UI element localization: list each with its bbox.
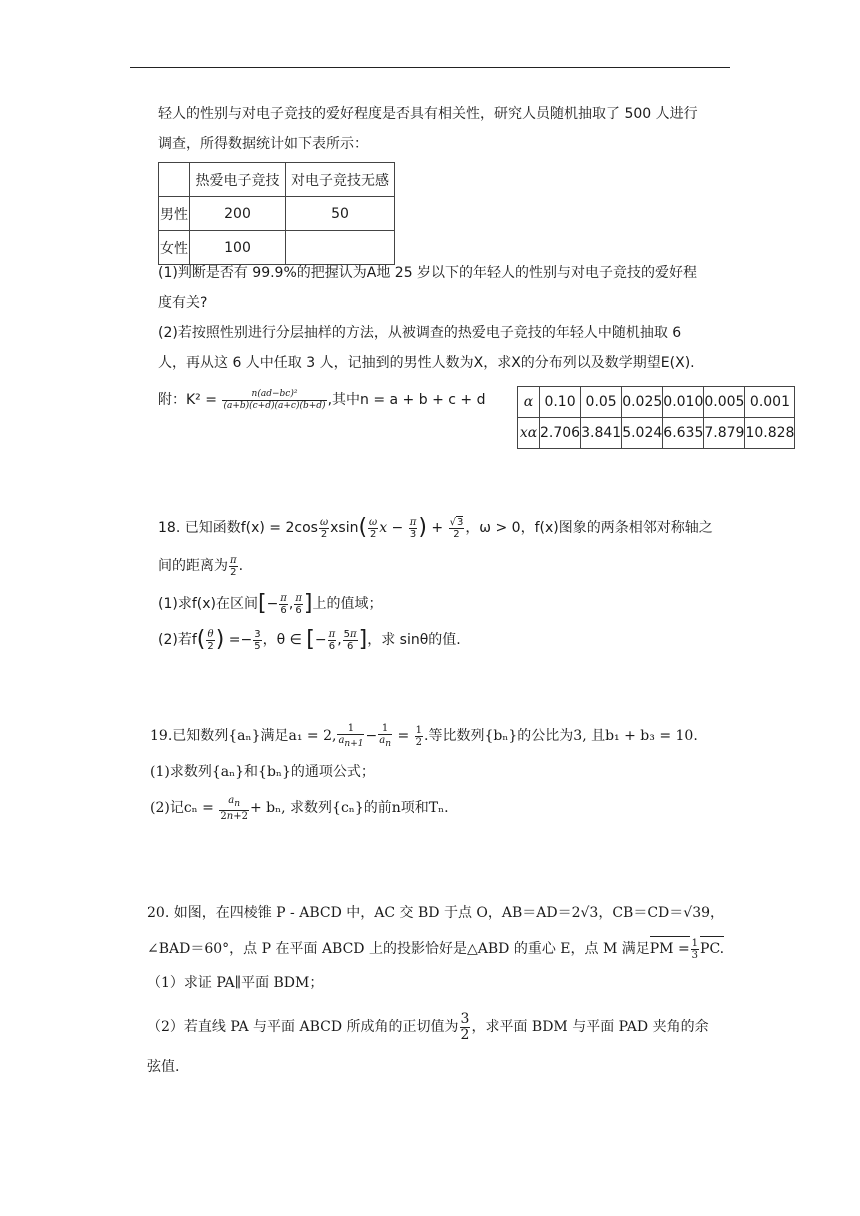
one-half: $\frac{1}{2}$ [415, 724, 422, 748]
q17-appendix [158, 388, 485, 412]
three-fifths: $\frac{3}{5}$ [254, 628, 261, 652]
q18-line1: 18. 已知函数f(x) = 2cos $\frac{\omega}{2}$ xsin( $\frac{\omega}{2}$ x − $\frac{\pi}{3}$ ) + $\frac{√3}{2}$ ，ω > 0，f(x)图象的两条相邻对称轴之 [158, 515, 713, 540]
q19-text: − [365, 728, 378, 744]
q20-line2 [147, 936, 724, 962]
theta-over-2: $\frac{\theta}{2}$ [207, 628, 214, 652]
q18-text: (2)若f [158, 632, 197, 648]
q18-part1: (1)求f(x)在区间[− $\frac{\pi}{6}$ , $\frac{\pi}{6}$ ]上的值域； [158, 591, 383, 616]
q19-text: + bₙ, 求数列{cₙ}的前n项和Tₙ. [249, 800, 449, 816]
vector-pm: PM = [650, 936, 690, 962]
x-cell: 2.706 [540, 418, 581, 449]
alpha-cell: 0.010 [663, 387, 704, 418]
one-over-a-n-plus-1: $\frac{1}{an+1}$ [338, 722, 364, 749]
x-cell: 6.635 [663, 418, 704, 449]
appendix-suffix: ,其中n = a + b + c + d [327, 392, 486, 408]
omega-over-2: $\frac{\omega}{2}$ [319, 516, 329, 540]
alpha-label: α [518, 387, 540, 418]
critical-value-table [517, 386, 795, 449]
q19-text: = [397, 728, 410, 744]
fraction-numerator: n(ad−bc)² [222, 389, 326, 401]
one-over-a-n: $\frac{1}{an}$ [379, 722, 391, 749]
a-n-over-2n-plus-2: $\frac{an}{2n+2}$ [220, 794, 248, 822]
q18-text: + [431, 520, 444, 536]
q18-text: 间的距离为 [158, 558, 228, 574]
q20-text: ∠BAD＝60°，点 P 在平面 ABCD 上的投影恰好是△ABD 的重心 E，点 M 满足 [147, 941, 650, 957]
q19-text: 19.已知数列{aₙ}满足a₁ = 2, [150, 728, 337, 744]
q19-line1 [150, 722, 698, 750]
five-pi-over-6: $\frac{5\pi}{6}$ [343, 628, 357, 652]
x-cell: 10.828 [745, 418, 795, 449]
pi-over-3: $\frac{\pi}{3}$ [409, 516, 417, 540]
q20-text: （2）若直线 PA 与平面 ABCD 所成角的正切值为 [147, 1019, 459, 1035]
q20-text: ，求平面 BDM 与平面 PAD 夹角的余 [471, 1019, 709, 1035]
appendix-prefix: 附：K² = [158, 392, 217, 408]
q18-text: 18. 已知函数f(x) = 2cos [158, 520, 318, 536]
header-rule [130, 67, 730, 68]
pi-over-6: $\frac{\pi}{6}$ [280, 592, 287, 616]
q19-part2 [150, 792, 449, 824]
omega-over-2: $\frac{\omega}{2}$ [369, 516, 378, 540]
q19-text: (2)记cₙ = [150, 800, 214, 816]
alpha-cell: 0.05 [581, 387, 622, 418]
q18-text: ，求 sinθ的值. [367, 632, 461, 648]
table-cell: 50 [286, 197, 395, 231]
q17-part2-line1: (2)若按照性别进行分层抽样的方法，从被调查的热爱电子竞技的年轻人中随机抽取 6 [158, 325, 682, 341]
q17-part1-line1: (1)判断是否有 99.9%的把握认为A地 25 岁以下的年轻人的性别与对电子竞技的爱好程 [158, 265, 698, 281]
pi-over-2: $\frac{\pi}{2}$ [230, 554, 237, 578]
q17-intro-line2: 调查，所得数据统计如下表所示： [158, 136, 368, 152]
table-header: 热爱电子竞技 [190, 163, 286, 197]
x-cell: 7.879 [704, 418, 745, 449]
table-row-label: 女性 [159, 231, 190, 265]
table-cell: 100 [190, 231, 286, 265]
alpha-cell: 0.001 [745, 387, 795, 418]
q19-text: .等比数列{bₙ}的公比为3, 且b₁ + b₃ = 10. [424, 728, 698, 744]
q19-part1: (1)求数列{aₙ}和{bₙ}的通项公式； [150, 764, 375, 780]
q18-text: ，θ ∈ [262, 632, 302, 648]
q17-intro-line1: 轻人的性别与对电子竞技的爱好程度是否具有相关性，研究人员随机抽取了 500 人进行 [158, 106, 698, 122]
table-row-label: 男性 [159, 197, 190, 231]
appendix-fraction [222, 389, 326, 412]
q18-line2: 间的距离为 $\frac{\pi}{2}$ . [158, 554, 244, 578]
q17-part2-line2: 人，再从这 6 人中任取 3 人，记抽到的男性人数为X，求X的分布列以及数学期望E(X). [158, 355, 695, 371]
alpha-cell: 0.005 [704, 387, 745, 418]
pi-over-6: $\frac{\pi}{6}$ [295, 592, 302, 616]
q17-part1-line2: 度有关? [158, 295, 208, 311]
q18-part2: (2)若f( $\frac{\theta}{2}$ ) =− $\frac{3}{5}$ ，θ ∈ [− $\frac{\pi}{6}$ , $\frac{5\pi}{6}$ ]，求 sinθ的值. [158, 627, 461, 652]
table-cell: 200 [190, 197, 286, 231]
q18-text: =− [228, 632, 253, 648]
q18-text: xsin [330, 520, 359, 536]
q18-text: (1)求f(x)在区间 [158, 596, 258, 612]
x-cell: 5.024 [622, 418, 663, 449]
three-halves: $\frac{3}{2}$ [460, 1010, 470, 1043]
table-header: 对电子竞技无感 [286, 163, 395, 197]
table-corner [159, 163, 190, 197]
q18-text: 上的值域； [312, 596, 383, 612]
alpha-cell: 0.10 [540, 387, 581, 418]
q17-contingency-table [158, 162, 395, 265]
q20-part2 [147, 1010, 709, 1044]
x-cell: 3.841 [581, 418, 622, 449]
one-third: $\frac{1}{3}$ [691, 937, 699, 961]
q20-part1: （1）求证 PA∥平面 BDM； [147, 975, 324, 991]
vector-pc: PC. [700, 936, 724, 962]
alpha-cell: 0.025 [622, 387, 663, 418]
q20-part2-end: 弦值. [147, 1059, 180, 1075]
q18-text: ，ω > 0，f(x)图象的两条相邻对称轴之 [465, 520, 713, 536]
fraction-denominator: (a+b)(c+d)(a+c)(b+d) [223, 400, 326, 411]
x-alpha-label: xα [518, 418, 540, 449]
pi-over-6: $\frac{\pi}{6}$ [328, 628, 336, 652]
table-cell [286, 231, 395, 265]
q20-line1: 20. 如图，在四棱锥 P - ABCD 中，AC 交 BD 于点 O，AB＝AD＝2√3，CB＝CD＝√39， [147, 905, 725, 921]
sqrt3-over-2: $\frac{√3}{2}$ [449, 516, 464, 540]
